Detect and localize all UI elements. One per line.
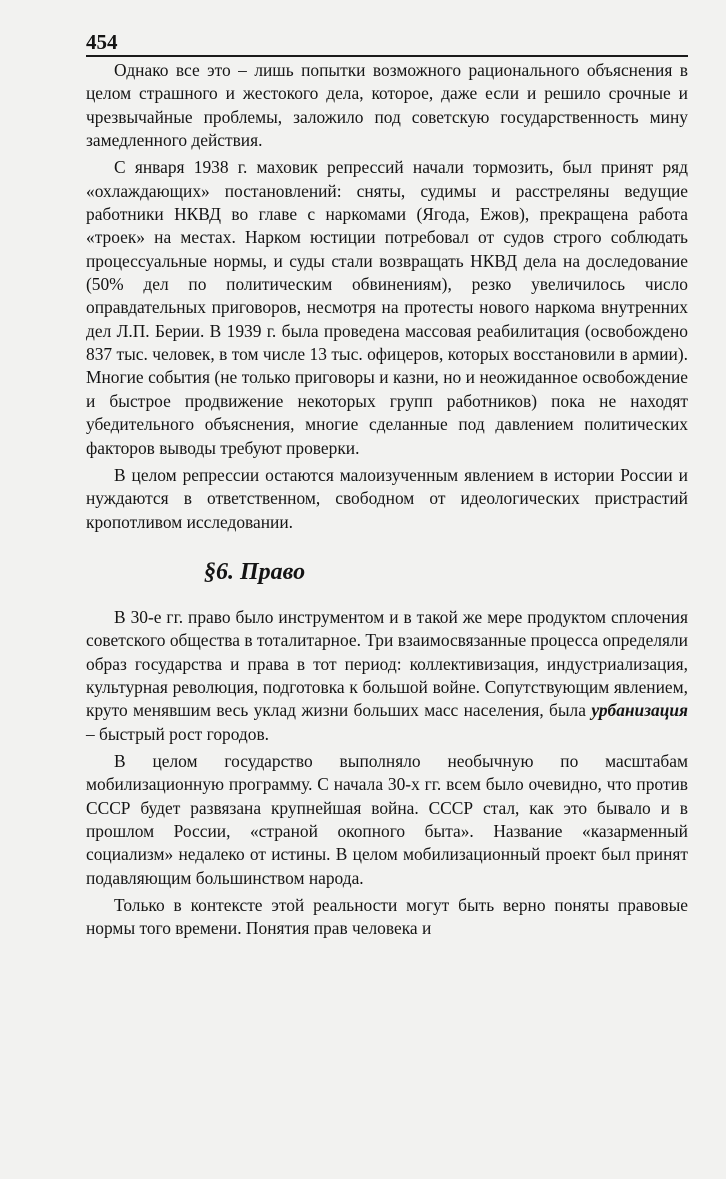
paragraph-urbanization (86, 606, 688, 746)
paragraph: В целом репрессии остаются малоизученным явлением в истории России и нуждаются в ответственном, свободном от идеологических пристрастий кропотливом исследовании. (86, 464, 688, 532)
paragraph-text: – быстрый рост городов. (86, 723, 270, 744)
page-header (86, 30, 688, 57)
paragraph: В целом государство выполняло необычную по масштабам мобилизационную программу. С начала 30-х гг. всем было очевидно, что против СССР будет развязана крупнейшая война. СССР стал, как это бывало и в прошлом России, «страной окопного быта». Название «казарменный социализм» недалеко от истины. В целом мобилизационный проект был принят подавляющим большинством народа. (86, 750, 688, 888)
paragraph: С января 1938 г. маховик репрессий начали тормозить, был принят ряд «охлаждающих» постановлений: сняты, судимы и расстреляны ведущие работники НКВД во главе с наркомами (Ягода, Ежов), прекращена работа «троек» на местах. Нарком юстиции потребовал от судов строго соблюдать процессуальные нормы, и суды стали возвращать НКВД дела на доследование (50% дел по политическим обвинениям), резко увеличилось число оправдательных приговоров, несмотря на протесты нового наркома внутренних дел Л.П. Берии. В 1939 г. была проведена массовая реабилитация (освобождено 837 тыс. человек, в том числе 13 тыс. офицеров, которых восстановили в армии). Многие события (не только приговоры и казни, но и неожиданное освобождение и быстрое продвижение некоторых групп работников) пока не находят убедительного объяснения, многие сделанные под давлением политических факторов выводы требуют проверки. (86, 157, 688, 458)
section-heading: §6. Право (204, 558, 306, 585)
book-page (86, 30, 688, 945)
paragraph: Однако все это – лишь попытки возможного рационального объяснения в целом страшного и жестокого дела, которое, даже если и решило срочные и чрезвычайные проблемы, заложило под советскую государственность мину замедленного действия. (86, 60, 688, 151)
paragraph: Только в контексте этой реальности могут быть верно поняты правовые нормы того времени. Понятия прав человека и (86, 895, 688, 939)
page-number: 454 (86, 30, 118, 54)
paragraph-text: В 30-е гг. право было инструментом и в такой же мере продуктом сплочения советского общества в тоталитарное. Три взаимосвязанные процесса определяли образ государства и права в тот период: коллективизация, индустриализация, культурная революция, подготовка к большой войне. Сопутствующим явлением, круто менявшим весь уклад жизни больших масс населения, была (86, 606, 688, 721)
emphasized-term: урбанизация (591, 700, 688, 721)
